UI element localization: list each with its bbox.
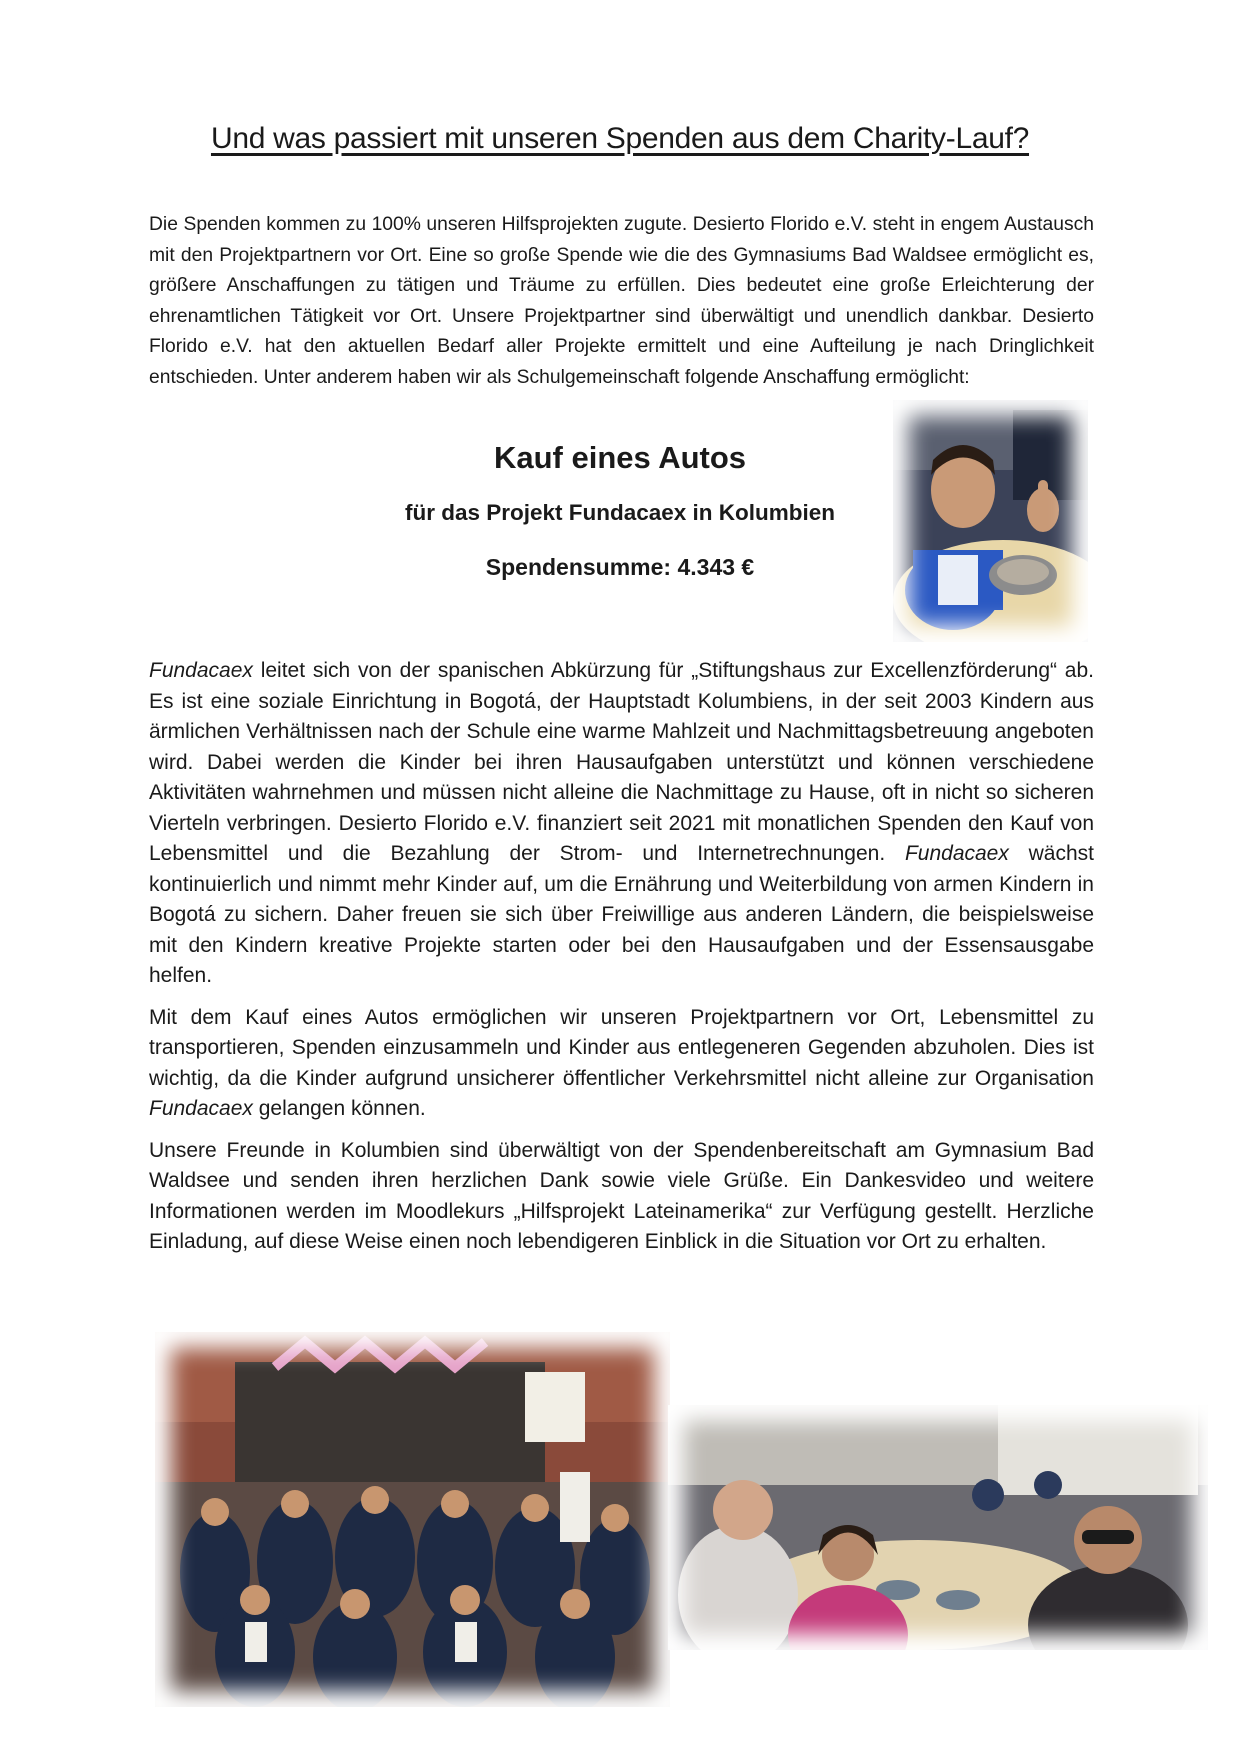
paragraph2-part2: gelangen können.: [252, 1097, 426, 1120]
paragraph1-part1: leitet sich von der spanischen Abkürzung für „Stiftungshaus zur Excellenzförderung“ ab. Es ist eine soziale Einrichtung in Bogotá, der Hauptstadt Kolumbiens, in der seit 2003 Kindern aus ärmlichen Verhältnissen nach der Schule eine warme Mahlzeit und Nachmittagsbetreuung angeboten wird. Dabei werden die Kinder bei ihren Hausaufgaben unterstützt und können verschiedene Aktivitäten wahrnehmen und müssen nicht alleine die Nachmittage zu Hause, oft in nicht so sicheren Vierteln verbringen. Desierto Florido e.V. finanziert seit 2021 mit monatlichen Spenden den Kauf von Lebensmittel und die Bezahlung der Strom- und Internetrechnungen.: [149, 659, 1094, 865]
dining-table-photo: [668, 1405, 1208, 1650]
paragraph2-part1: Mit dem Kauf eines Autos ermöglichen wir unseren Projektpartnern vor Ort, Lebensmittel zu transportieren, Spenden einzusammeln und Kinder aus entlegeneren Gegenden abzuholen. Dies ist wichtig, da die Kinder aufgrund unsicherer öffentlicher Verkehrsmittel nicht alleine zur Organisation: [149, 1005, 1094, 1090]
project-heading: [330, 440, 910, 581]
donation-sum: Spendensumme: 4.343 €: [485, 554, 755, 580]
paragraph-car: [149, 1003, 1094, 1125]
italic-fundacaex: Fundacaex: [904, 842, 1009, 865]
page-title: Und was passiert mit unseren Spenden aus dem Charity-Lauf?: [210, 122, 1030, 155]
paragraph1-part2: wächst kontinuierlich und nimmt mehr Kinder auf, um die Ernährung und Weiterbildung von armen Kindern in Bogotá zu sichern. Daher freuen sie sich über Freiwillige aus anderen Ländern, die beispielsweise mit den Kindern kreative Projekte starten oder bei den Hausaufgaben und der Essensausgabe helfen.: [149, 842, 1094, 987]
paragraph-thanks: Unsere Freunde in Kolumbien sind überwältigt von der Spendenbereitschaft am Gymnasium Bad Waldsee und senden ihren herzlichen Dank sowie viele Grüße. Ein Dankesvideo und weitere Informationen werden im Moodlekurs „Hilfsprojekt Lateinamerika“ zur Verfügung gestellt. Herzliche Einladung, auf diese Weise einen noch lebendigeren Einblick in die Situation vor Ort zu erhalten.: [149, 1138, 1094, 1253]
heading-sub: für das Projekt Fundacaex in Kolumbien: [404, 500, 836, 525]
body-text: [149, 656, 1094, 1269]
group-photo: [155, 1332, 670, 1707]
italic-fundacaex: Fundacaex: [149, 1097, 253, 1120]
heading-main: Kauf eines Autos: [493, 440, 747, 475]
italic-fundacaex: Fundacaex: [149, 659, 253, 682]
intro-paragraph: Die Spenden kommen zu 100% unseren Hilfsprojekten zugute. Desierto Florido e.V. steht in engem Austausch mit den Projektpartnern vor Ort. Eine so große Spende wie die des Gymnasiums Bad Waldsee ermöglicht es, größere Anschaffungen zu tätigen und Träume zu erfüllen. Dies bedeutet eine große Erleichterung der ehrenamtlichen Tätigkeit vor Ort. Unsere Projektpartner sind überwältigt und unendlich dankbar. Desierto Florido e.V. hat den aktuellen Bedarf aller Projekte ermittelt und eine Aufteilung je nach Dringlichkeit entschieden. Unter anderem haben wir als Schulgemeinschaft folgende Anschaffung ermöglicht:: [149, 214, 1094, 388]
boy-thumbs-up-photo: [893, 400, 1088, 642]
paragraph-fundacaex: [149, 656, 1094, 992]
